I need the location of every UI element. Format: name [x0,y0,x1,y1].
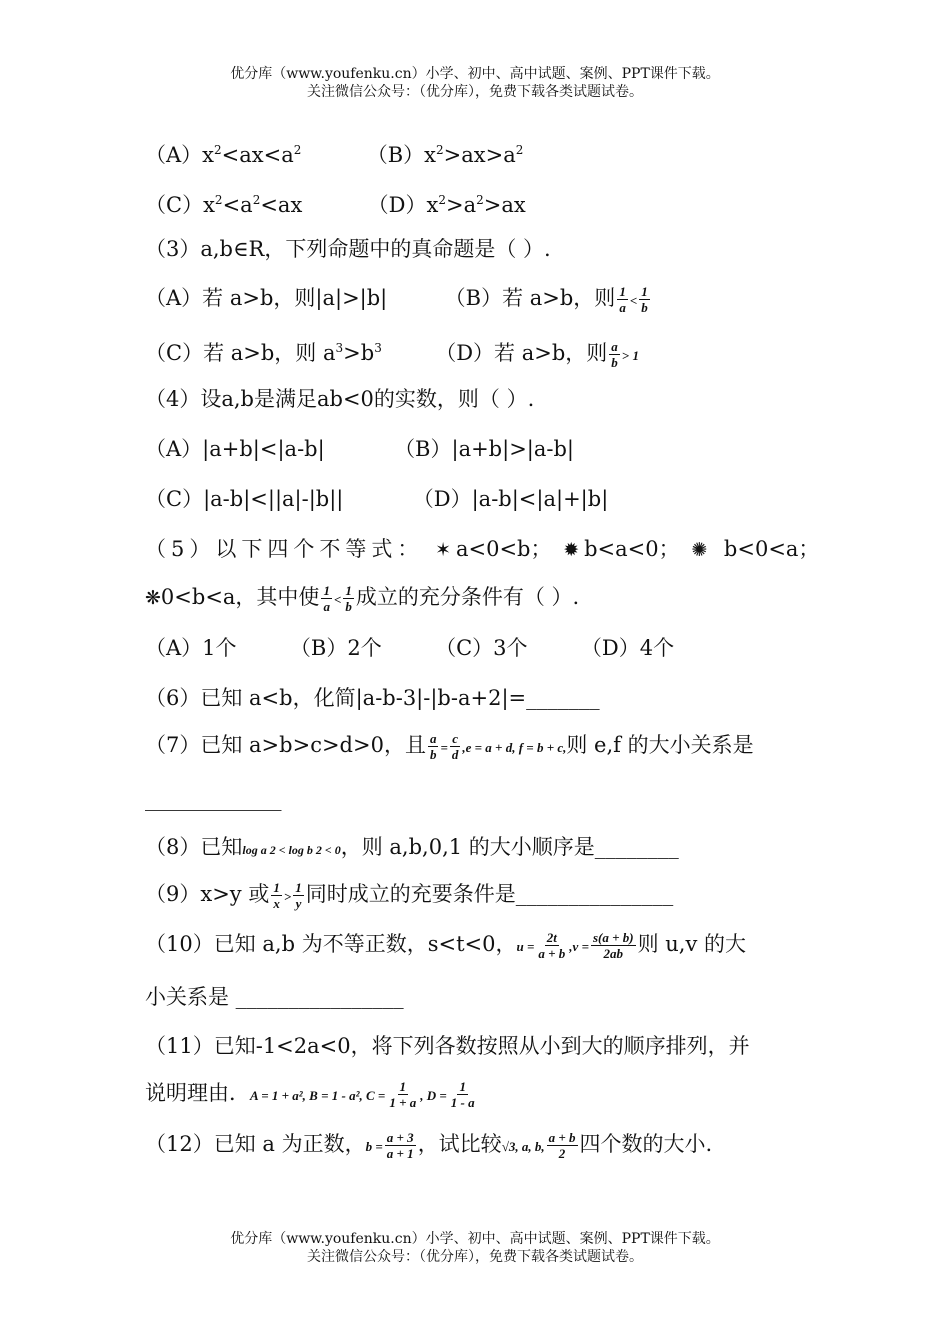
q11-line2: 说明理由．A = 1 + a², B = 1 - a², C = $\frac{1}{1 + a}$ , D = $\frac{1}{1 - a}$ [145,1079,475,1110]
q10-line1: （10）已知 a,b 为不等正数，s<t<0，u = $\frac{2t}{a + b}$ ,v = $\frac{s(a + b)}{2ab}$ 则 u,v 的大 [145,930,747,961]
q12-line: （12）已知 a 为正数，b = $\frac{a + 3}{a + 1}$ ，试比较√3, a, b, $\frac{a + b}{2}$ 四个数的大小. [145,1130,713,1161]
fraction-1-over-b: $\frac{1}{b}$ [641,284,648,315]
page-header [0,65,950,101]
header-line-2: 关注微信公众号：（优分库），免费下载各类试题试卷。 [307,84,643,100]
page-footer [0,1230,950,1266]
q8-text: （8）已知log a 2 < log b 2 < 0，则 a,b,0,1 的大小顺序是________ [145,835,679,859]
item-3-icon: ✺ [691,539,713,561]
item-4-icon: ❋ [145,587,161,609]
q4-options-cd: （C）|a-b|<||a|-|b|| （D）|a-b|<|a|+|b| [145,487,609,511]
q4-options-ab: （A）|a+b|<|a-b| （B）|a+b|>|a-b| [145,437,575,461]
q5-options: （A）1个 （B）2个 （C）3个 （D）4个 [145,636,675,660]
q2-options-cd: $(C)x^2<a^2<ax$ $(D)x^2>a^2>ax$ [145,193,526,217]
q3-options-cd: （C）若 a>b，则 $a^3>b^3$ （D）若 a>b，则 $\frac{a}{b}$ > 1 [145,339,639,370]
item-1-icon: ✶ [435,539,456,561]
footer-line-2: 关注微信公众号：（优分库），免费下载各类试题试卷。 [307,1249,643,1265]
q3-options-ab: （A）若 a>b，则|a|>|b| （B）若 a>b，则 $\frac{1}{a}$ < $\frac{1}{b}$ [145,284,648,315]
footer-line-1: 优分库（www.youfenku.cn）小学、初中、高中试题、案例、PPT课件下载。 [230,1231,720,1247]
q5-stem-cont: ❋0<b<a，其中使 $\frac{1}{a}$ < $\frac{1}{b}$ 成立的充分条件有（ ）. [145,583,580,614]
q9-text: （9）x>y 或 $\frac{1}{x}$ > $\frac{1}{y}$ 同时成立的充要条件是_______________ [145,880,674,911]
q11-line1: （11）已知-1<2a<0，将下列各数按照从小到大的顺序排列，并 [145,1034,750,1058]
q6-text: （6）已知 a<b，化简|a-b-3|-|b-a+2|=_______ [145,686,600,710]
q5-stem: （5）以下四个不等式： ✶a<0<b； ✹b<a<0； ✺ b<0<a； [145,537,820,561]
header-line-1: 优分库（www.youfenku.cn）小学、初中、高中试题、案例、PPT课件下载。 [230,66,720,82]
q7-line: （7）已知 a>b>c>d>0，且 $\frac{a}{b}$ = $\frac{c}{d}$ ,e = a + d, f = b + c,则 e,f 的大小关系是 [145,731,754,762]
q7-blank: _____________ [145,787,282,811]
q2-options-ab: $(A)x^2<ax<a^2$ $(B)x^2>ax>a^2$ [145,143,524,167]
fraction-1-over-a: $\frac{1}{a}$ [619,284,626,315]
q3-stem: （3）a,b∈R，下列命题中的真命题是（ ）. [145,237,551,261]
q4-stem: （4）设a,b是满足ab<0的实数，则（ ）. [145,387,535,411]
item-2-icon: ✹ [563,539,585,561]
fraction-a-over-b: $\frac{a}{b}$ [611,339,618,370]
q10-line2: 小关系是 ________________ [145,985,404,1009]
